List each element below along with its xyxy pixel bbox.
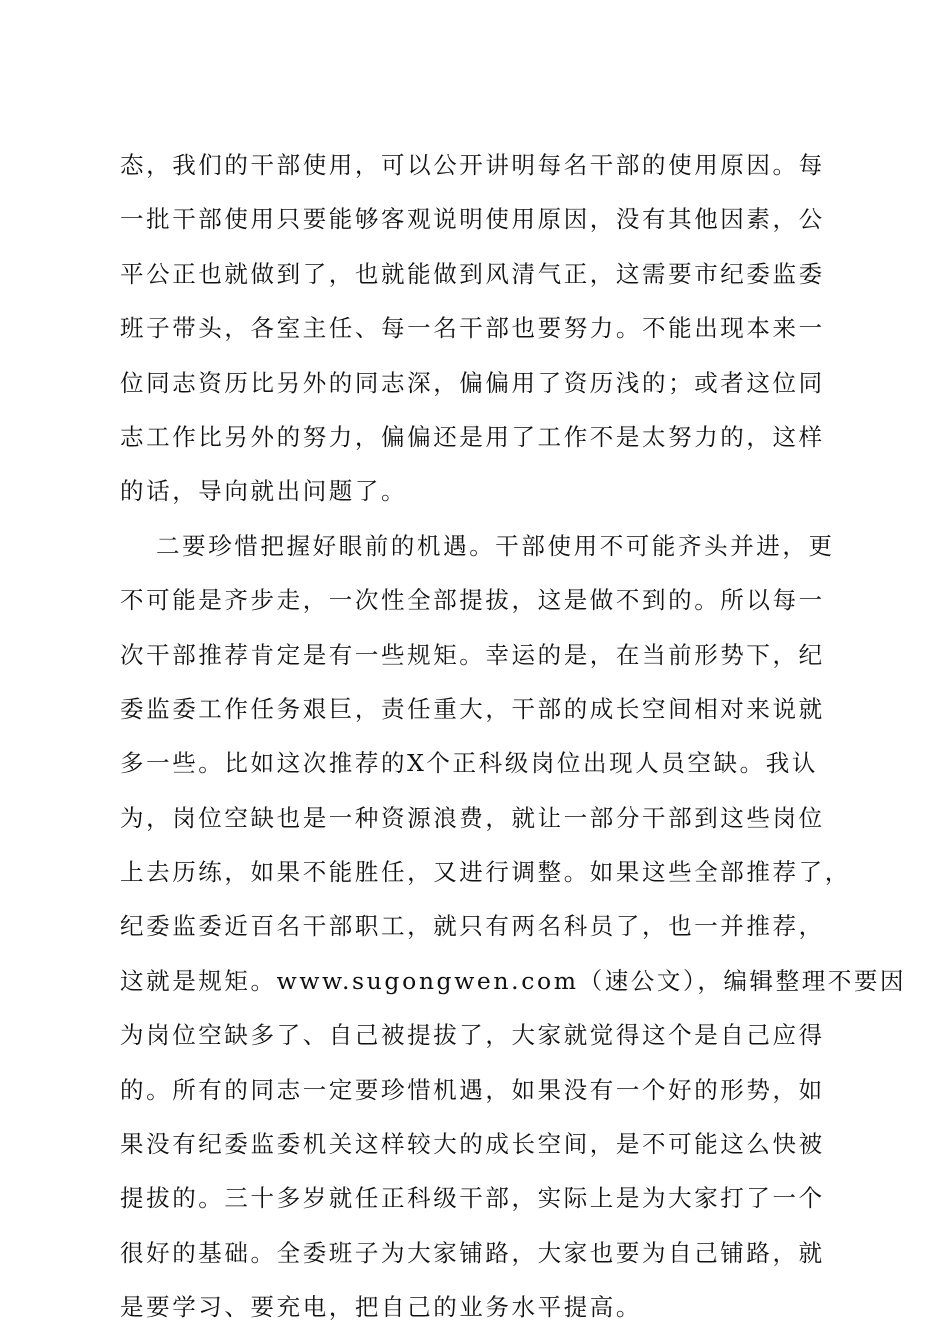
text-line: 纪委监委近百名干部职工，就只有两名科员了，也一并推荐， <box>120 912 825 941</box>
text-line: 的。所有的同志一定要珍惜机遇，如果没有一个好的形势，如 <box>120 1075 825 1104</box>
text-line: 为，岗位空缺也是一种资源浪费，就让一部分干部到这些岗位 <box>120 803 825 832</box>
text-line: 态，我们的干部使用，可以公开讲明每名干部的使用原因。每 <box>120 151 825 179</box>
text-line: 果没有纪委监委机关这样较大的成长空间，是不可能这么快被 <box>120 1130 825 1159</box>
document-body <box>120 138 907 1335</box>
text-line: 多一些。比如这次推荐的X个正科级岗位出现人员空缺。我认 <box>120 749 818 778</box>
text-line: 是要学习、要充电，把自己的业务水平提高。 <box>120 1293 642 1322</box>
text-line: 的话，导向就出问题了。 <box>120 477 408 506</box>
text-line: 一批干部使用只要能够客观说明使用原因，没有其他因素，公 <box>120 205 825 234</box>
text-line: 平公正也就做到了，也就能做到风清气正，这需要市纪委监委 <box>120 259 825 288</box>
text-line: 二要珍惜把握好眼前的机遇。干部使用不可能齐头并进，更 <box>156 531 835 560</box>
paragraph-1 <box>120 138 840 519</box>
text-line: 委监委工作任务艰巨，责任重大，干部的成长空间相对来说就 <box>120 694 825 723</box>
text-line: 次干部推荐肯定是有一些规矩。幸运的是，在当前形势下，纪 <box>120 640 825 669</box>
text-line: 提拔的。三十多岁就任正科级干部，实际上是为大家打了一个 <box>120 1184 825 1213</box>
text-line: 位同志资历比另外的同志深，偏偏用了资历浅的；或者这位同 <box>120 368 825 397</box>
text-line: 志工作比另外的努力，偏偏还是用了工作不是太努力的，这样 <box>120 422 825 451</box>
paragraph-2 <box>120 519 907 1335</box>
text-line: 很好的基础。全委班子为大家铺路，大家也要为自己铺路，就 <box>120 1238 825 1267</box>
text-line: 为岗位空缺多了、自己被提拔了，大家就觉得这个是自己应得 <box>120 1021 825 1050</box>
text-line: 这就是规矩。www.sugongwen.com（速公文），编辑整理不要因 <box>120 966 907 995</box>
text-line: 班子带头，各室主任、每一名干部也要努力。不能出现本来一 <box>120 314 825 343</box>
text-line: 上去历练，如果不能胜任，又进行调整。如果这些全部推荐了， <box>120 858 851 887</box>
text-line: 不可能是齐步走，一次性全部提拔，这是做不到的。所以每一 <box>120 586 825 615</box>
